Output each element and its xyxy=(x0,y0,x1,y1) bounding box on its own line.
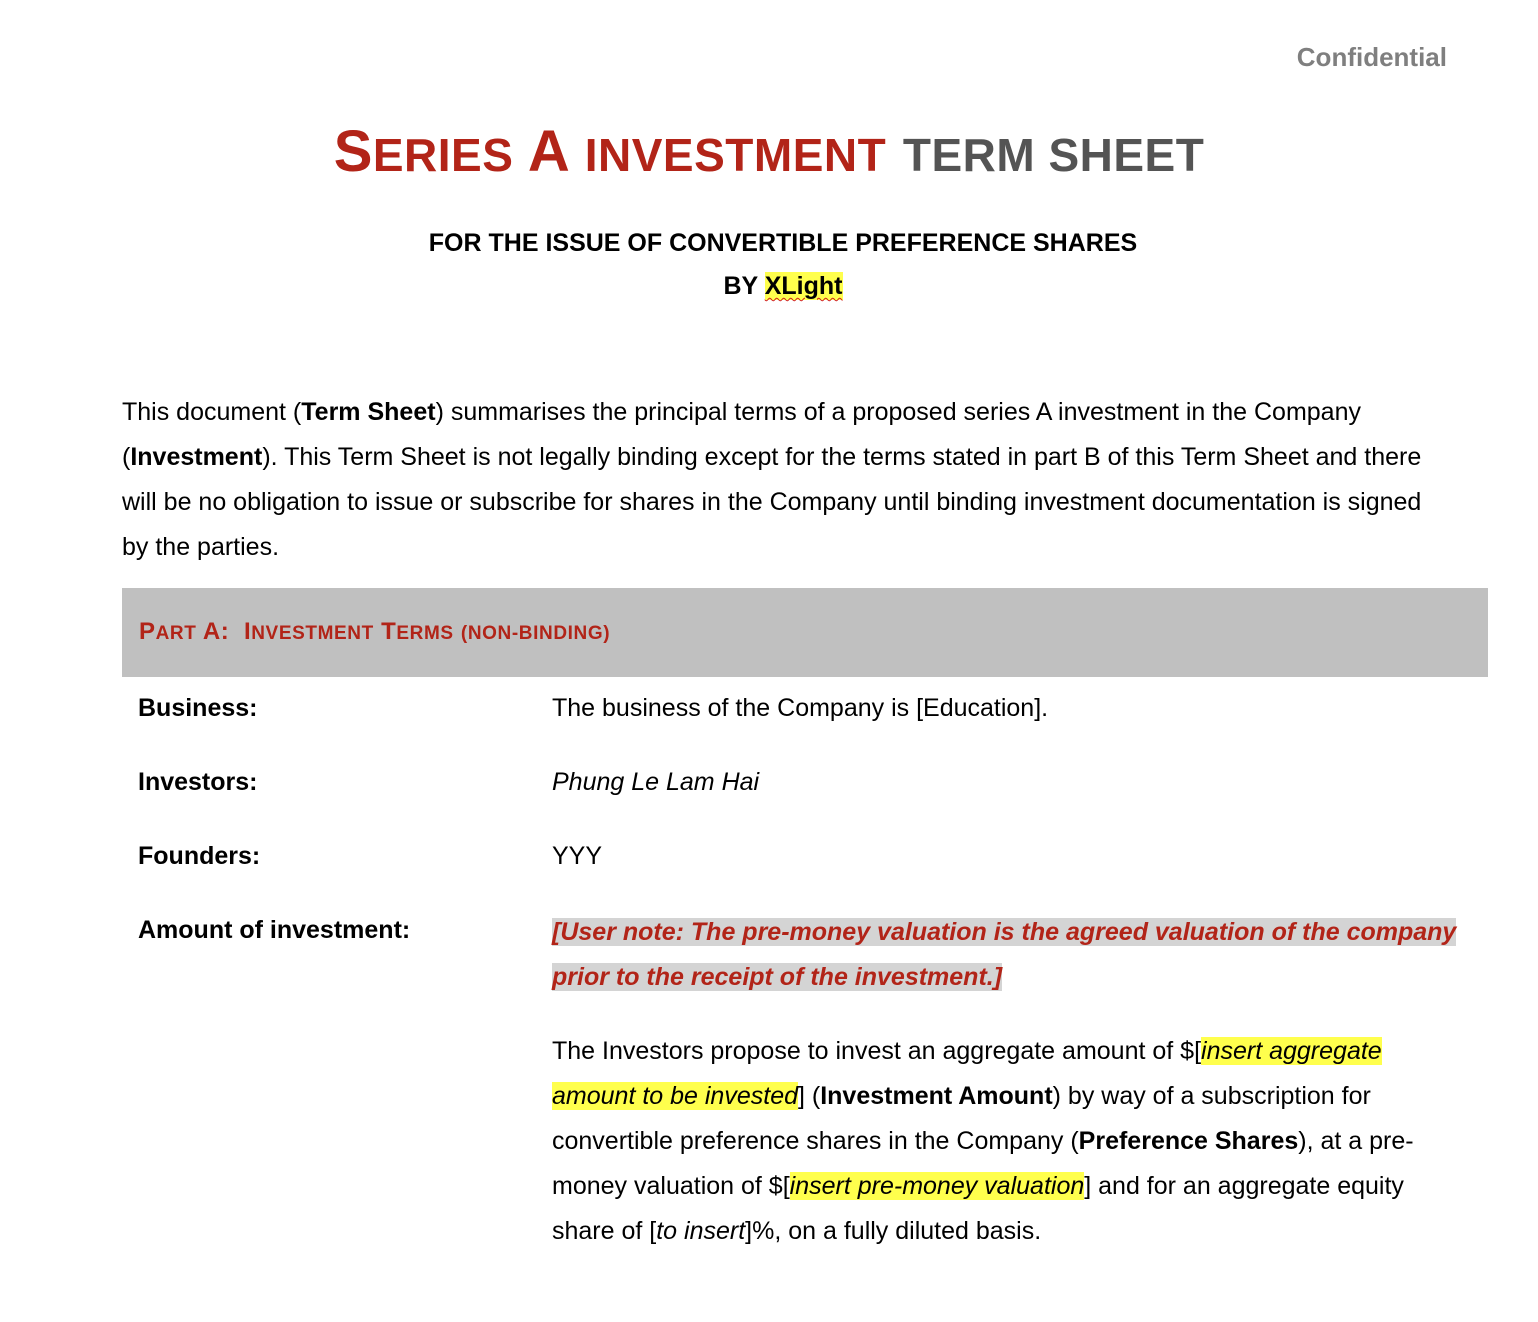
intro-text-1: This document ( xyxy=(122,398,302,426)
subtitle-line-2 xyxy=(0,272,1538,301)
subtitle-by-prefix: BY xyxy=(723,272,765,300)
business-value: The business of the Company is [Education]. xyxy=(552,694,1049,722)
part-a-nonbinding: (NON-BINDING) xyxy=(460,623,611,644)
title-investment: INVESTMENT xyxy=(584,129,887,181)
invest-amount-placeholder: insert aggregate amount to be invested xyxy=(552,1037,1382,1110)
amount-of-investment-label: Amount of investment: xyxy=(138,916,411,944)
founders-value: YYY xyxy=(552,842,603,870)
invest-amount-bold: Investment Amount xyxy=(820,1082,1053,1110)
part-a-i: I xyxy=(243,618,252,645)
part-a-a-colon: A: xyxy=(202,618,230,645)
investors-label: Investors: xyxy=(138,768,258,796)
intro-paragraph xyxy=(122,390,1452,570)
document-title xyxy=(0,118,1538,185)
title-eries: ERIES xyxy=(372,129,514,181)
intro-term-sheet-bold: Term Sheet xyxy=(301,398,436,426)
user-note-open-bracket: [ xyxy=(552,918,561,946)
invest-text-2: ] ( xyxy=(798,1082,821,1110)
business-label: Business: xyxy=(138,694,258,722)
company-name-highlight: XLight xyxy=(764,272,843,300)
invest-text-6: ]%, on a fully diluted basis. xyxy=(745,1217,1042,1245)
part-a-nvestment: NVESTMENT xyxy=(251,623,374,644)
subtitle-line-1: FOR THE ISSUE OF CONVERTIBLE PREFERENCE SHARES xyxy=(428,229,1138,257)
part-a-t: T xyxy=(381,618,397,645)
user-note-shaded xyxy=(552,918,1456,991)
part-a-p: P xyxy=(139,618,156,645)
user-note-text: User note: The pre-money valuation is the agreed valuation of the company prior to the receipt of the investment. xyxy=(552,918,1457,991)
founders-label: Founders: xyxy=(138,842,261,870)
invest-text-1: The Investors propose to invest an aggregate amount of $[ xyxy=(552,1037,1202,1065)
investors-value: Phung Le Lam Hai xyxy=(552,768,760,796)
part-a-header xyxy=(122,588,1488,677)
part-a-heading xyxy=(139,618,610,646)
part-a-art: ART xyxy=(155,623,197,644)
pre-money-valuation-placeholder: insert pre-money valuation xyxy=(789,1172,1085,1200)
title-term-sheet: TERM SHEET xyxy=(902,129,1205,181)
equity-share-placeholder: to insert xyxy=(656,1217,746,1245)
invest-text-4: ), at a pre-money valuation of $[ xyxy=(552,1127,1414,1200)
confidential-label: Confidential xyxy=(1296,42,1447,72)
invest-text-3: ) by way of a subscription for convertible preference shares in the Company ( xyxy=(552,1082,1371,1155)
preference-shares-bold: Preference Shares xyxy=(1078,1127,1299,1155)
intro-investment-bold: Investment xyxy=(130,443,263,471)
intro-text-3: ). This Term Sheet is not legally binding except for the terms stated in part B of this Term Sheet and there will be no obligation to issue or subscribe for shares in the Company until binding investment documentation is signed by the parties. xyxy=(122,443,1422,561)
part-a-erms: ERMS xyxy=(396,623,454,644)
intro-text-2: ) summarises the principal terms of a proposed series A investment in the Company ( xyxy=(122,398,1361,471)
title-a: A xyxy=(527,119,569,184)
title-initial-s: S xyxy=(333,119,373,184)
invest-text-5: ] and for an aggregate equity share of [ xyxy=(552,1172,1404,1245)
user-note xyxy=(552,910,1472,1000)
investment-amount-paragraph xyxy=(552,1029,1452,1254)
user-note-close-bracket: ] xyxy=(993,963,1003,991)
